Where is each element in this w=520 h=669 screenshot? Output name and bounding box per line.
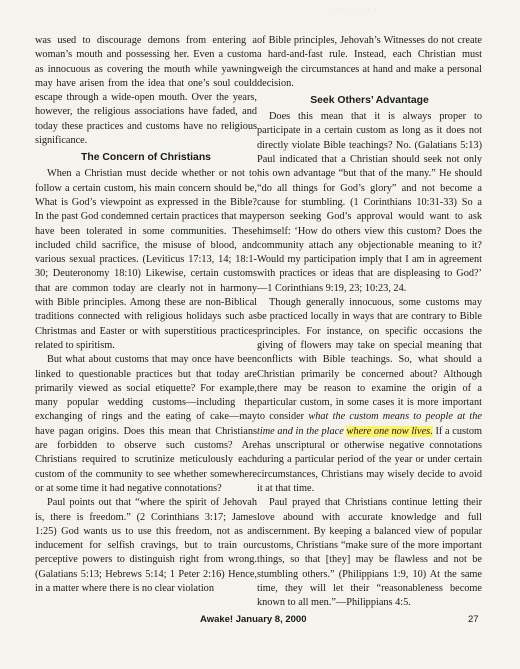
right-paragraph-1: of Bible principles, Jehovah’s Witnesses do not create a hard-and-fast rule. Instead, each Christian must weigh the circumstances at hand and make a personal decision. bbox=[257, 35, 482, 89]
right-column bbox=[257, 34, 482, 611]
paragraph-3-text-a: Though generally innocuous, some customs may be practiced locally in ways that are contrary to Bible principles. For instance, on specific occasions the giving of flowers may take on special meaning that conflicts with Bible teachings. So, what should a Christian primarily be concerned about? Although there may be reason to examine the origin of a particular custom, in some cases it is more important to consider bbox=[257, 297, 482, 423]
right-paragraph-4: Paul prayed that Christians continue letting their love abound with accurate knowledge and full discernment. By keeping a balanced view of popular customs, Christians “make sure of the more important things, so that [they] may be flawless and not be stumbling others.” (Philippians 1:9, 10) At the same time, they will let their “reasonableness become known to all men.”—Philippians 4:5. bbox=[257, 497, 482, 609]
right-paragraph-2: Does this mean that it is always proper to participate in a certain custom as long as it does not directly violate Bible teachings? No. (Galatians 5:13) Paul indicated that a Christian should seek not only his own advantage “but that of the many.” He should “do all things for God’s glory” and not become a cause for stumbling. (1 Corinthians 10:31-33) So a person seeking God’s approval would want to ask himself: ‘How do others view this custom? Does the community attach any objectionable meaning to it? Would my participation imply that I am in agreement with practices or ideas that are displeasing to God?’ —1 Corinthians 9:19, 23; 10:23, 24. bbox=[257, 111, 482, 294]
left-paragraph-3: But what about customs that may once have been linked to questionable practices but that today are primarily viewed as social etiquette? For example, many popular wedding customs—including the exchanging of rings and the eating of cake—may have pagan origins. Does this mean that Christians are forbidden to observe such customs? Are Christians required to scrutinize meticulously each custom of the community to see whether somewhere or at some time it had negative connotations? bbox=[35, 354, 257, 494]
left-column bbox=[35, 34, 257, 596]
paragraph-3-text-b: If a custom has unscriptural or otherwise negative connotations during a particular period of the year or under certain circumstances, Christians may wisely decide to avoid it at that time. bbox=[257, 425, 482, 494]
left-paragraph-1: was used to discourage demons from entering a woman’s mouth and possessing her. Even a custom as innocuous as covering the mouth while yawning may have arisen from the idea that one’s soul could escape through a wide-open mouth. Over the years, however, the religious associations have faded, and today these practices and customs have no religious significance. bbox=[35, 35, 257, 147]
heading-concern-of-christians: The Concern of Christians bbox=[81, 152, 211, 164]
page-number: 27 bbox=[468, 614, 479, 625]
left-paragraph-4: Paul points out that “where the spirit of Jehovah is, there is freedom.” (2 Corinthians 3:17; James 1:25) God wants us to use this freedom, not as an inducement for selfish cravings, but to train our perceptive powers to distinguish right from wrong. (Galatians 5:13; Hebrews 5:14; 1 Peter 2:16) Hence, in a matter where there is no clear violation bbox=[35, 497, 257, 594]
left-paragraph-2: When a Christian must decide whether or not to follow a certain custom, his main concern should be, What is God’s viewpoint as expressed in the Bible? In the past God condemned certain practices that may have been tolerated in some communities. These included child sacrifice, the misuse of blood, and various sexual practices. (Leviticus 17:13, 14; 18:1-30; Deuteronomy 18:10) Likewise, certain customs that are common today are clearly not in harmony with Bible principles. Among these are non-Biblical traditions connected with religious holidays such as Christmas and Easter or with superstitious practices related to spiritism. bbox=[35, 168, 257, 351]
emphasized-phrase: what the custom means to people at the time and in the place bbox=[257, 411, 483, 437]
right-paragraph-3 bbox=[257, 296, 482, 496]
magazine-issue: Awake! January 8, 2000 bbox=[200, 614, 307, 625]
highlighted-phrase: where one now lives. bbox=[346, 425, 433, 437]
heading-seek-others-advantage: Seek Others’ Advantage bbox=[310, 95, 429, 107]
faint-header-mark: · · · · · · · · bbox=[330, 6, 378, 13]
